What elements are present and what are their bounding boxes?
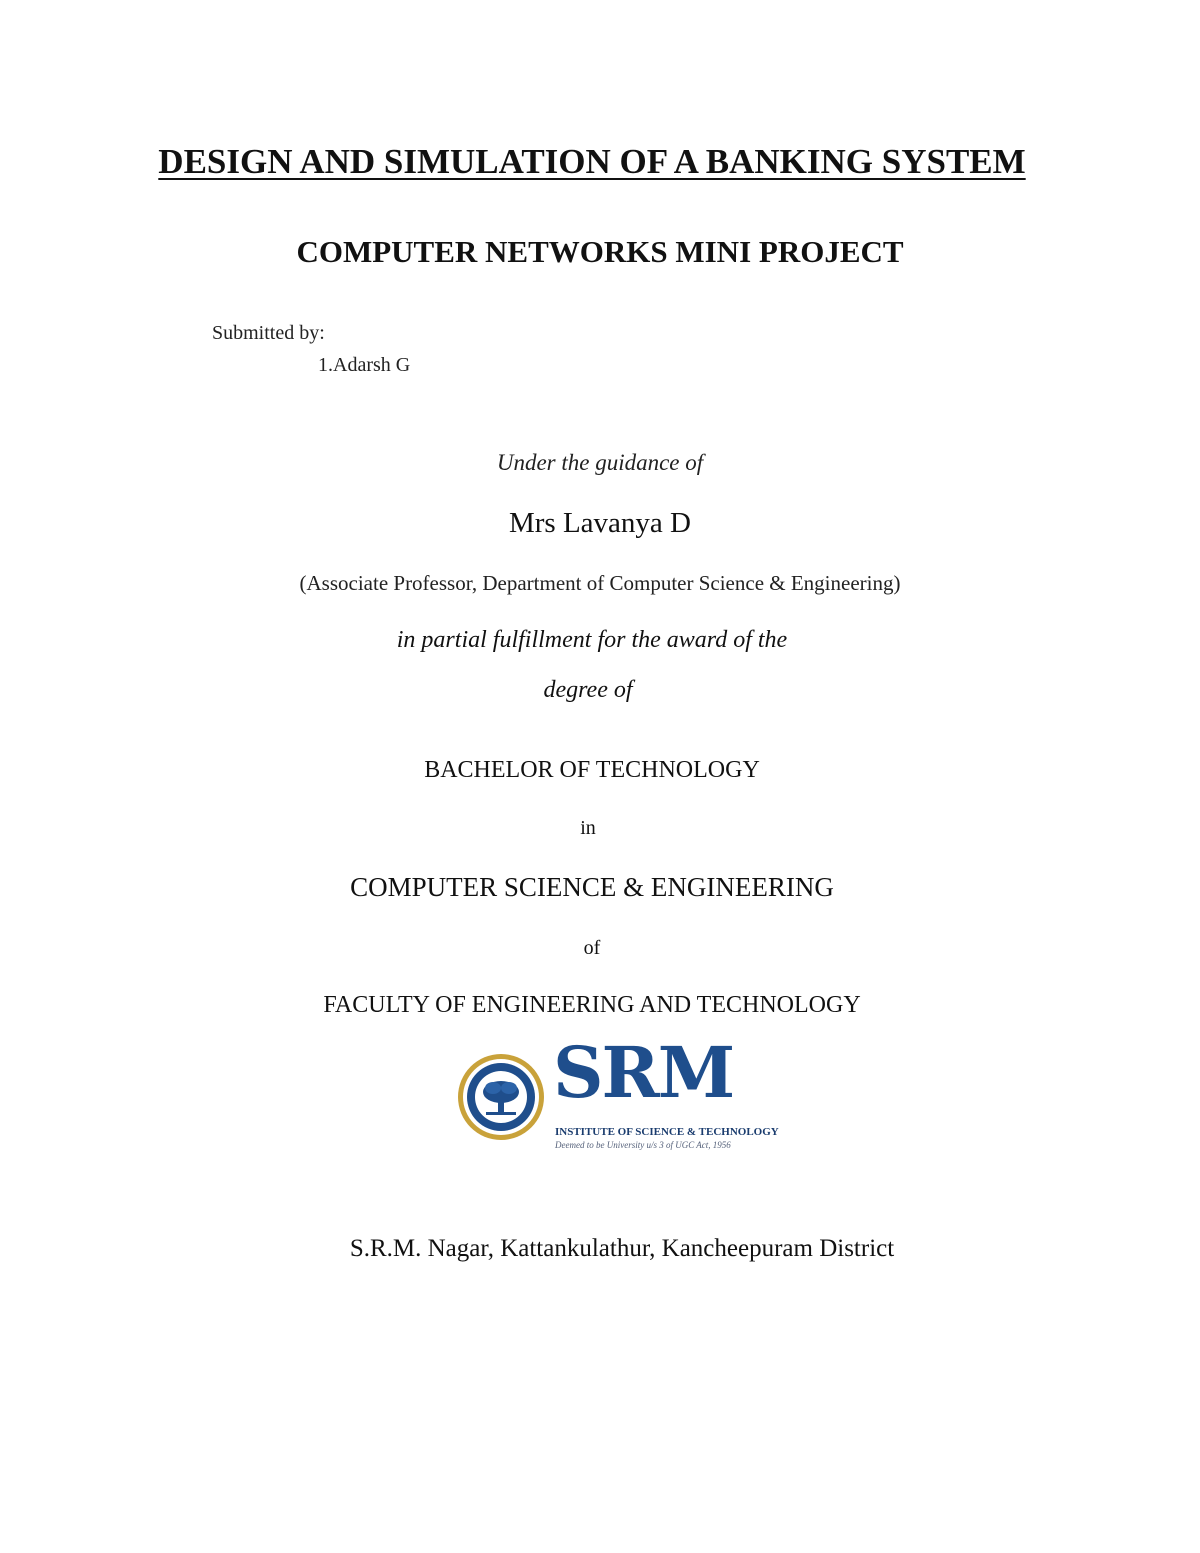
submitted-by-label: Submitted by:	[212, 322, 325, 344]
institute-address: S.R.M. Nagar, Kattankulathur, Kancheepuram District	[349, 1235, 895, 1262]
srm-wordmark: SRM	[553, 1031, 734, 1114]
team-member: 1.Adarsh G	[318, 354, 411, 376]
guidance-label: Under the guidance of	[496, 450, 704, 475]
in-connector: in	[580, 817, 596, 839]
project-title: DESIGN AND SIMULATION OF A BANKING SYSTEM	[158, 142, 1026, 181]
srm-logo-text	[553, 1031, 779, 1152]
of-connector: of	[583, 937, 601, 959]
srm-seal-icon	[456, 1052, 546, 1142]
department-name: COMPUTER SCIENCE & ENGINEERING	[350, 872, 834, 902]
project-subtitle: COMPUTER NETWORKS MINI PROJECT	[296, 234, 904, 269]
faculty-name: FACULTY OF ENGINEERING AND TECHNOLOGY	[323, 992, 861, 1018]
fulfillment-line-1: in partial fulfillment for the award of the	[396, 627, 788, 653]
institute-tagline: INSTITUTE OF SCIENCE & TECHNOLOGY	[555, 1126, 779, 1138]
deemed-university-note: Deemed to be University u/s 3 of UGC Act, 1956	[555, 1140, 731, 1150]
srm-logo	[456, 1031, 779, 1152]
degree-name: BACHELOR OF TECHNOLOGY	[424, 757, 760, 783]
guide-designation: (Associate Professor, Department of Computer Science & Engineering)	[299, 571, 901, 595]
guide-name: Mrs Lavanya D	[508, 507, 691, 539]
fulfillment-line-2: degree of	[543, 677, 633, 703]
